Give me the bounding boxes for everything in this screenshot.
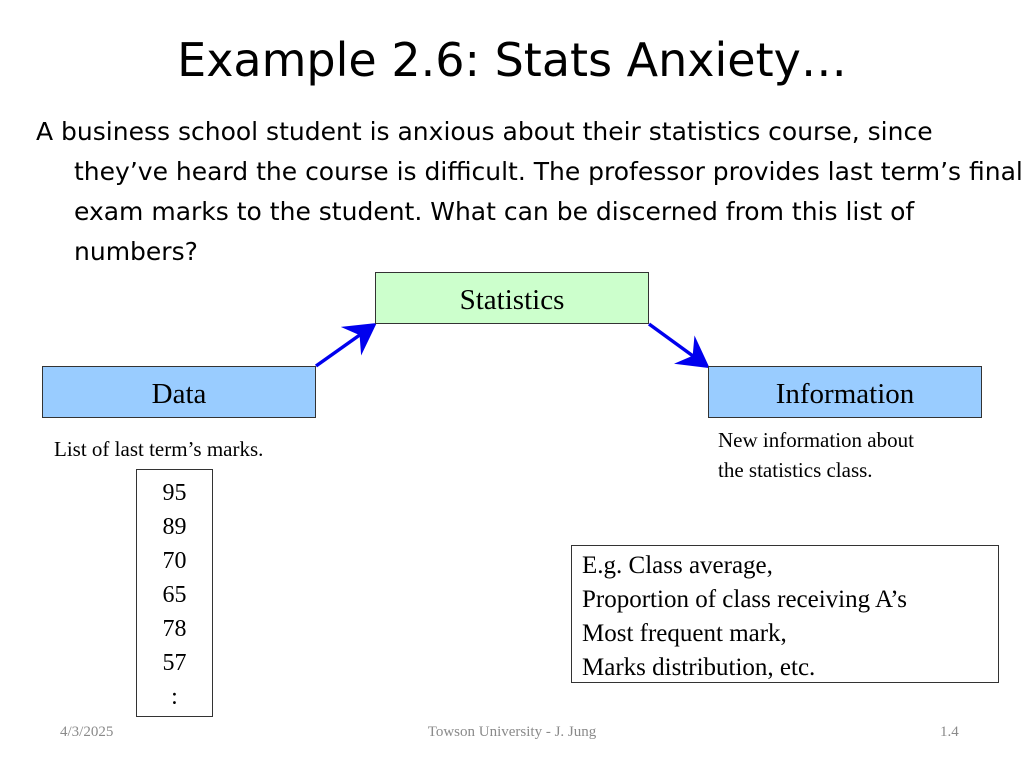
information-caption [718,425,914,485]
data-to-statistics-arrow [316,327,371,366]
information-box: Information [708,366,982,418]
marks-list-box [136,469,213,717]
statistics-box: Statistics [375,272,649,324]
data-box: Data [42,366,316,418]
example-line: Marks distribution, etc. [582,654,816,681]
footer-date: 4/3/2025 [60,724,114,740]
footer-institution: Towson University - J. Jung [427,724,597,740]
data-caption: List of last term’s marks. [54,437,264,461]
footer-page-number: 1.4 [940,724,959,740]
examples-box [571,545,999,683]
mark-value: 70 [162,548,187,574]
mark-continuation: : [171,684,178,710]
example-line: Most frequent mark, [582,620,787,647]
information-caption-line: New information about [718,428,914,452]
statistics-to-information-arrow [649,324,704,364]
mark-value: 95 [162,480,187,506]
mark-value: 65 [162,582,187,608]
example-line: E.g. Class average, [582,552,773,579]
information-caption-line: the statistics class. [718,458,873,482]
mark-value: 78 [162,616,187,642]
slide-body-text: A business school student is anxious about their statistics course, since they’ve heard the course is difficult. The professor provides last term’s final exam marks to the student. What can be discerned from this list of numbers? [36,117,1023,266]
example-line: Proportion of class receiving A’s [582,586,907,613]
mark-value: 57 [162,650,187,676]
slide-title: Example 2.6: Stats Anxiety… [177,33,847,87]
mark-value: 89 [162,514,187,540]
